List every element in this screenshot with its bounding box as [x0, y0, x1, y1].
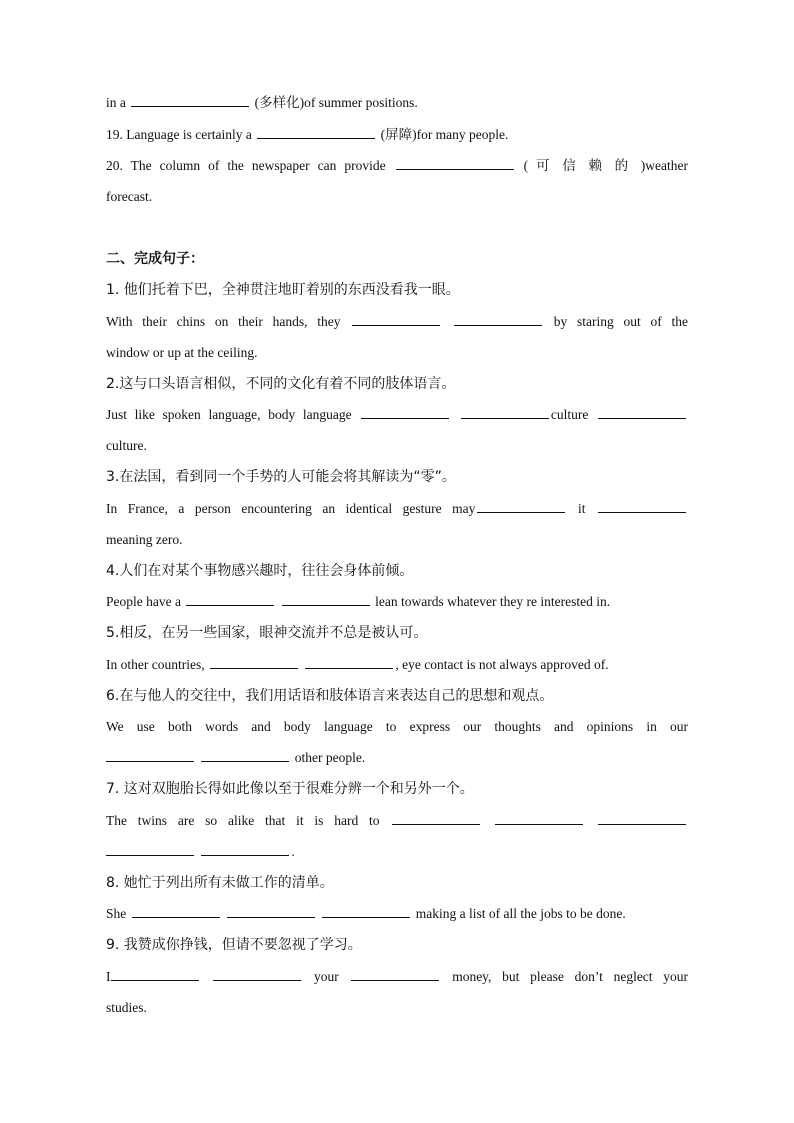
answer-blank[interactable] — [598, 499, 686, 513]
text: With their chins on their hands, they — [106, 314, 341, 329]
text: In other countries, — [106, 657, 205, 672]
item-3-english-cont: meaning zero. — [106, 532, 183, 547]
answer-blank[interactable] — [361, 405, 449, 419]
item-8-chinese: 8. 她忙于列出所有未做工作的清单。 — [106, 875, 334, 891]
item-4-english — [106, 592, 688, 612]
text: Just like spoken language, body language — [106, 407, 352, 422]
text: other people. — [294, 750, 366, 765]
answer-blank[interactable] — [282, 592, 370, 606]
item-9-english — [106, 967, 688, 987]
text: . — [291, 844, 295, 859]
answer-blank[interactable] — [186, 592, 274, 606]
answer-blank[interactable] — [392, 811, 480, 825]
item-8-english — [106, 904, 688, 924]
answer-blank[interactable] — [305, 655, 393, 669]
text: your — [313, 969, 339, 984]
item-9-english-cont: studies. — [106, 1000, 147, 1015]
text: lean towards whatever they re interested in. — [375, 594, 611, 609]
q20-line-cont — [106, 187, 688, 207]
answer-blank[interactable] — [131, 93, 249, 107]
item-1-english — [106, 312, 688, 332]
text: In France, a person encountering an identical gesture may — [106, 501, 476, 516]
answer-blank[interactable] — [477, 499, 565, 513]
answer-blank[interactable] — [322, 904, 410, 918]
answer-blank[interactable] — [495, 811, 583, 825]
answer-blank[interactable] — [111, 967, 199, 981]
answer-blank[interactable] — [106, 842, 194, 856]
answer-blank[interactable] — [257, 125, 375, 139]
text: , eye contact is not always approved of. — [395, 657, 609, 672]
text: money, but please don’t neglect your — [452, 969, 689, 984]
item-3-chinese: 3.在法国，看到同一个手势的人可能会将其解读为“零”。 — [106, 469, 456, 485]
item-7-english-cont — [106, 842, 688, 862]
answer-blank[interactable] — [132, 904, 220, 918]
text: it — [577, 501, 586, 516]
answer-blank[interactable] — [396, 156, 514, 170]
text: (屏障)for many people. — [380, 127, 509, 142]
text: ( 可 信 赖 的 )weather — [523, 158, 688, 173]
text: 20. The column of the newspaper can provide — [106, 158, 386, 173]
item-7-chinese: 7. 这对双胞胎长得如此像以至于很难分辨一个和另外一个。 — [106, 781, 474, 797]
text: culture — [550, 407, 589, 422]
item-2-english — [106, 405, 688, 425]
answer-blank[interactable] — [461, 405, 549, 419]
answer-blank[interactable] — [201, 748, 289, 762]
item-3-english — [106, 499, 688, 519]
item-1-chinese: 1. 他们托着下巴，全神贯注地盯着别的东西没看我一眼。 — [106, 282, 460, 298]
q19-line — [106, 125, 688, 145]
answer-blank[interactable] — [598, 811, 686, 825]
item-5-chinese: 5.相反，在另一些国家，眼神交流并不总是被认可。 — [106, 625, 428, 641]
q20-line — [106, 156, 688, 176]
item-6-english-cont — [106, 748, 688, 768]
item-1-english-cont: window or up at the ceiling. — [106, 345, 258, 360]
text: 19. Language is certainly a — [106, 127, 252, 142]
text: (多样化)of summer positions. — [254, 95, 418, 110]
answer-blank[interactable] — [201, 842, 289, 856]
text: I — [106, 969, 111, 984]
text: making a list of all the jobs to be done. — [415, 906, 626, 921]
item-2-english-cont: culture. — [106, 438, 147, 453]
item-4-chinese: 4.人们在对某个事物感兴趣时，往往会身体前倾。 — [106, 563, 414, 579]
text: The twins are so alike that it is hard to — [106, 813, 380, 828]
item-2-chinese: 2.这与口头语言相似，不同的文化有着不同的肢体语言。 — [106, 376, 456, 392]
item-6-english: We use both words and body language to express our thoughts and opinions in our — [106, 719, 688, 734]
item-9-chinese: 9. 我赞成你挣钱，但请不要忽视了学习。 — [106, 937, 362, 953]
answer-blank[interactable] — [227, 904, 315, 918]
answer-blank[interactable] — [213, 967, 301, 981]
answer-blank[interactable] — [106, 748, 194, 762]
item-5-english — [106, 655, 688, 675]
item-6-chinese: 6.在与他人的交往中，我们用话语和肢体语言来表达自己的思想和观点。 — [106, 688, 554, 704]
answer-blank[interactable] — [454, 312, 542, 326]
answer-blank[interactable] — [352, 312, 440, 326]
answer-blank[interactable] — [598, 405, 686, 419]
answer-blank[interactable] — [351, 967, 439, 981]
text: She — [106, 906, 127, 921]
item-7-english — [106, 811, 688, 831]
q18-tail-line — [106, 93, 688, 113]
text: in a — [106, 95, 126, 110]
text: by staring out of the — [553, 314, 689, 329]
answer-blank[interactable] — [210, 655, 298, 669]
section-title: 二、完成句子： — [106, 251, 204, 267]
text: forecast. — [106, 189, 153, 204]
text: People have a — [106, 594, 181, 609]
